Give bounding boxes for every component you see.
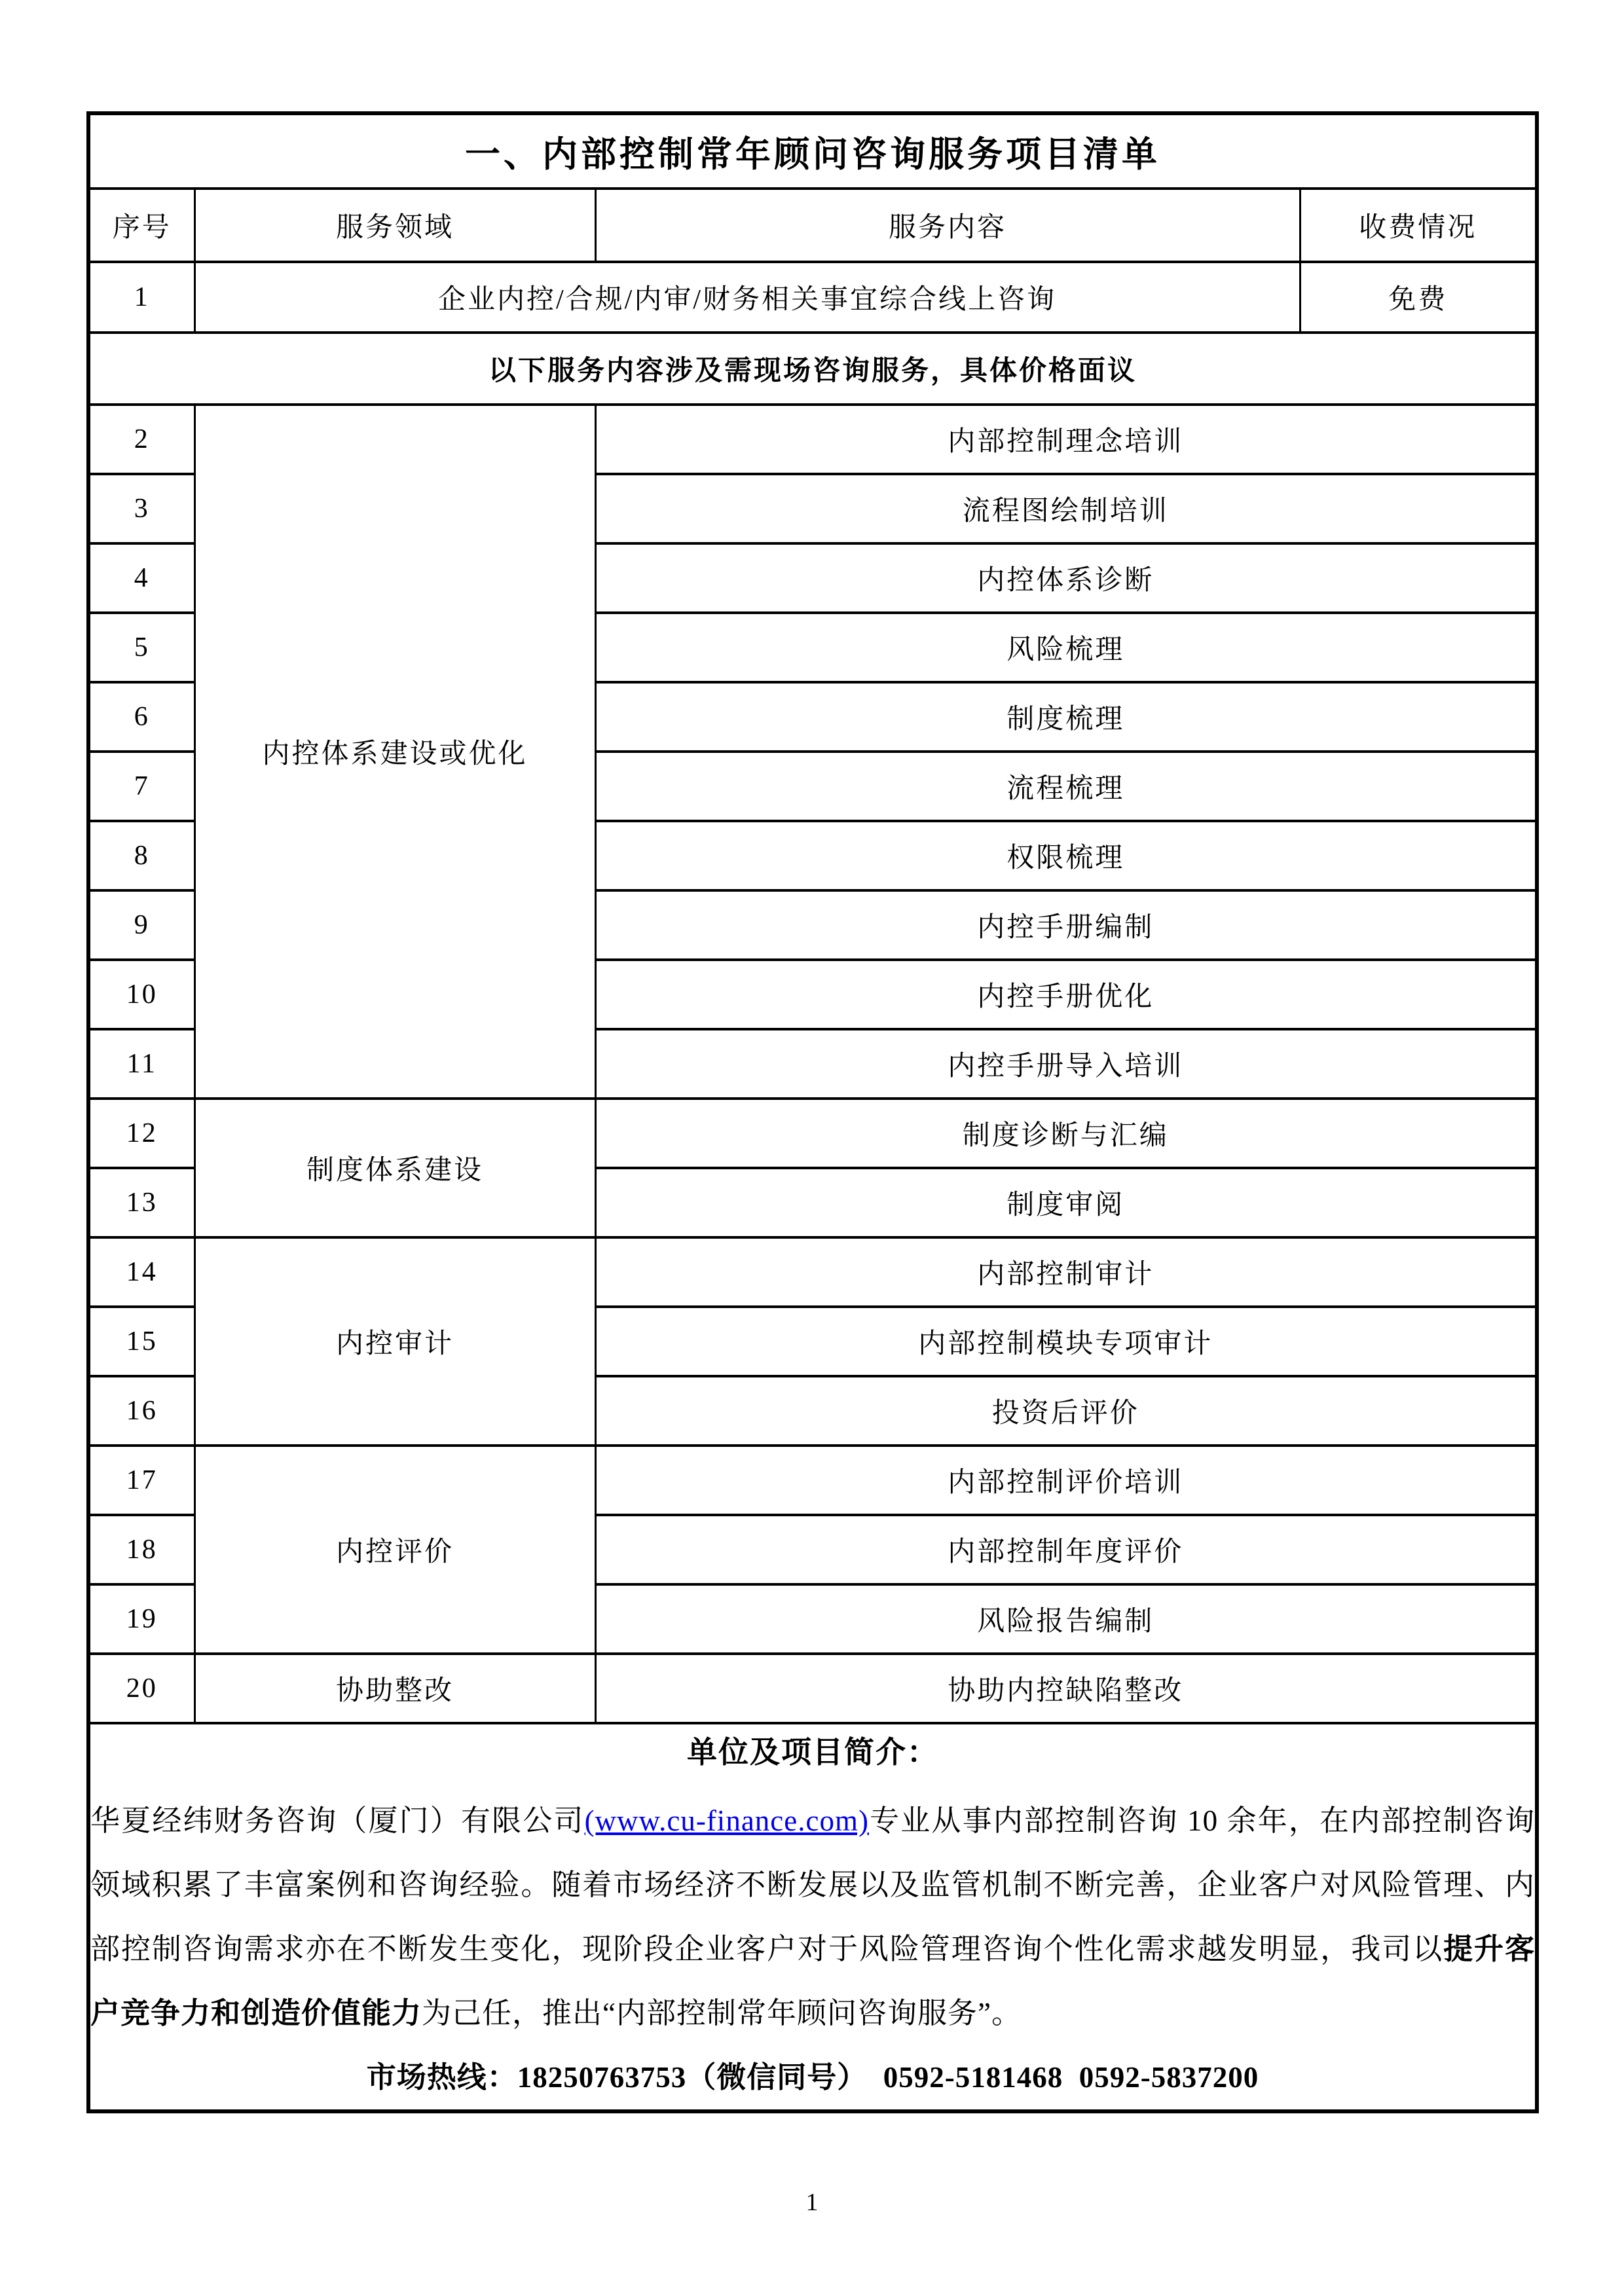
col-header-no: 序号 [88, 189, 194, 262]
row-content: 内部控制审计 [595, 1237, 1537, 1307]
intro-heading: 单位及项目简介： [687, 1736, 938, 1769]
row-no: 4 [88, 543, 194, 613]
row-content: 企业内控/合规/内审/财务相关事宜综合线上咨询 [194, 262, 1300, 333]
row-content: 内部控制理念培训 [595, 405, 1537, 474]
notice-row [88, 333, 1537, 405]
row-no: 2 [88, 405, 194, 474]
page-number: 1 [805, 2189, 819, 2216]
row-no: 6 [88, 682, 194, 752]
service-table [86, 111, 1539, 2113]
row-content: 协助内控缺陷整改 [595, 1654, 1537, 1723]
row-content: 内部控制模块专项审计 [595, 1307, 1537, 1376]
table-row [88, 1654, 1537, 1723]
fee-cell: 免费 [1300, 262, 1537, 333]
row-no: 15 [88, 1307, 194, 1376]
notice-text: 以下服务内容涉及需现场咨询服务，具体价格面议 [88, 333, 1537, 405]
col-header-area: 服务领域 [194, 189, 595, 262]
table-row [88, 1099, 1537, 1168]
row-content: 投资后评价 [595, 1376, 1537, 1446]
row-content: 内控体系诊断 [595, 543, 1537, 613]
row-content: 权限梳理 [595, 821, 1537, 890]
row-content: 内控手册导入培训 [595, 1029, 1537, 1099]
col-header-content: 服务内容 [595, 189, 1300, 262]
intro-row [88, 1723, 1537, 2111]
service-area-cell: 协助整改 [194, 1654, 595, 1723]
row-content: 制度审阅 [595, 1168, 1537, 1237]
service-area-cell: 内控评价 [194, 1446, 595, 1654]
row-no: 18 [88, 1515, 194, 1584]
intro-text-before-link: 华夏经纬财务咨询（厦门）有限公司 [90, 1804, 585, 1837]
row-no: 8 [88, 821, 194, 890]
row-no: 3 [88, 474, 194, 543]
hotline-numbers: 18250763753（微信同号） 0592-5181468 0592-5837200 [517, 2061, 1259, 2094]
row-no: 13 [88, 1168, 194, 1237]
header-row [88, 189, 1537, 262]
row-no: 11 [88, 1029, 194, 1099]
table-row [88, 405, 1537, 474]
row-no: 17 [88, 1446, 194, 1515]
row-no: 14 [88, 1237, 194, 1307]
row-no: 12 [88, 1099, 194, 1168]
service-area-cell: 制度体系建设 [194, 1099, 595, 1237]
hotline-line [90, 2045, 1535, 2109]
row-no: 19 [88, 1584, 194, 1654]
service-area-cell: 内控审计 [194, 1237, 595, 1446]
intro-text-after: 为己任，推出“内部控制常年顾问咨询服务”。 [422, 1997, 1022, 2030]
row-content: 风险报告编制 [595, 1584, 1537, 1654]
row-content: 流程图绘制培训 [595, 474, 1537, 543]
row-no: 20 [88, 1654, 194, 1723]
row-content: 内控手册编制 [595, 890, 1537, 960]
intro-paragraph [90, 1789, 1535, 2045]
table-row [88, 1446, 1537, 1515]
row-content: 风险梳理 [595, 613, 1537, 682]
row-content: 内部控制年度评价 [595, 1515, 1537, 1584]
hotline-label: 市场热线： [366, 2061, 517, 2094]
table-row [88, 262, 1537, 333]
row-content: 制度梳理 [595, 682, 1537, 752]
row-content: 制度诊断与汇编 [595, 1099, 1537, 1168]
intro-text-middle: 专业从事内部控制咨询 10 余年，在内部控制咨询领域积累了丰富案例和咨询经验。随着市场经济不断发展以及监管机制不断完善，企业客户对风险管理、内部控制咨询需求亦在不断发生变化，现阶段企业客户对于风险管理咨询个性化需求越发明显，我司以 [90, 1804, 1535, 1965]
row-no: 9 [88, 890, 194, 960]
table-row [88, 1237, 1537, 1307]
row-content: 流程梳理 [595, 752, 1537, 821]
col-header-fee: 收费情况 [1300, 189, 1537, 262]
row-content: 内控手册优化 [595, 960, 1537, 1029]
row-no: 1 [88, 262, 194, 333]
row-no: 5 [88, 613, 194, 682]
row-no: 16 [88, 1376, 194, 1446]
intro-text-bold: 提升客户竞争力和创造价值能力 [90, 1933, 1535, 2030]
page-title: 一、内部控制常年顾问咨询服务项目清单 [88, 113, 1537, 189]
title-row [88, 113, 1537, 189]
row-no: 10 [88, 960, 194, 1029]
intro-section [88, 1723, 1537, 2111]
service-area-cell: 内控体系建设或优化 [194, 405, 595, 1099]
row-content: 内部控制评价培训 [595, 1446, 1537, 1515]
company-website-link[interactable]: (www.cu-finance.com) [584, 1804, 869, 1837]
row-no: 7 [88, 752, 194, 821]
